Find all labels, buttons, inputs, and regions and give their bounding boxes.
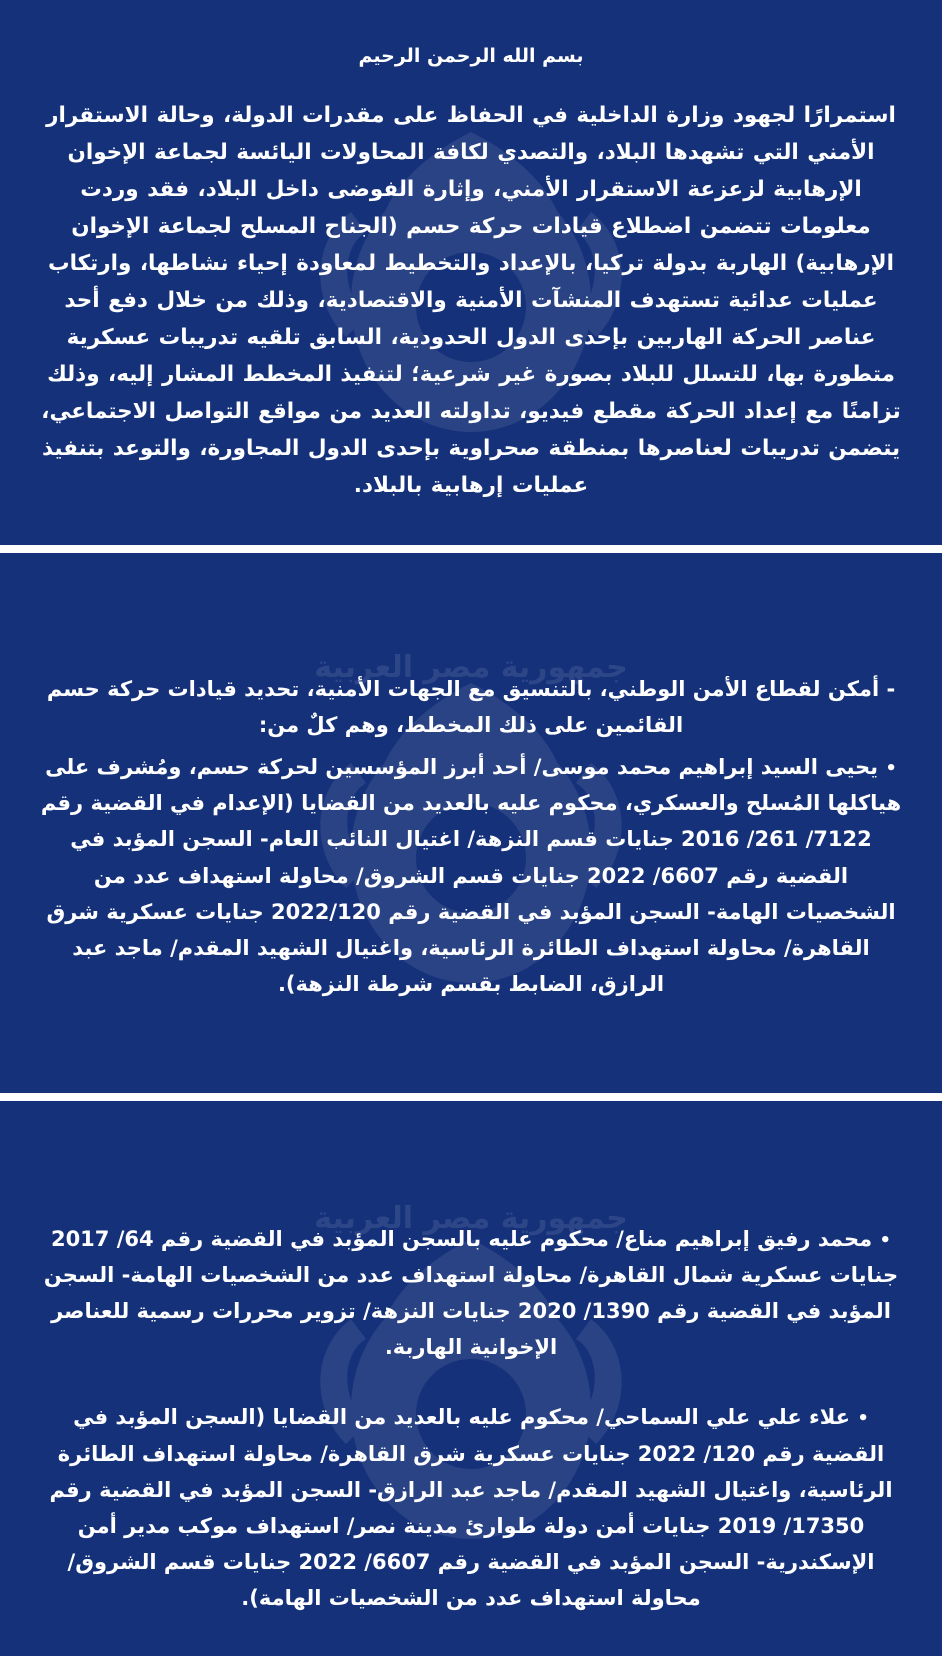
list-item (36, 1399, 906, 1616)
statement-content (36, 40, 906, 505)
list-item (36, 1221, 906, 1365)
statement-card-intro (0, 0, 942, 545)
watermark-text: جمهورية مصر العربية (314, 1200, 628, 1236)
identification-content (36, 671, 906, 1002)
list-item-text: علاء علي علي السماحي/ محكوم عليه بالعديد من القضايا (السجن المؤبد في القضية رقم 120/ 2022 جنايات عسكرية شرق القاهرة/ محاولة استهداف الطائرة الرئاسية، واغتيال الشهيد المقدم/ ماجد عبد الرازق- السجن المؤبد في القضية رقم 17350/ 2019 جنايات أمن دولة طوارئ مدينة نصر/ استهداف موكب مدير أمن الإسكندرية- السجن المؤبد في القضية رقم 6607/ 2022 جنايات قسم الشروق/ محاولة استهداف عدد من الشخصيات الهامة). (49, 1405, 893, 1610)
list-item (36, 749, 906, 1002)
bullet-icon: • (857, 1408, 869, 1430)
bullet-icon: • (879, 1229, 892, 1251)
list-item-text: يحيى السيد إبراهيم محمد موسى/ أحد أبرز المؤسسين لحركة حسم، ومُشرف على هياكلها المُسلح والعسكري، محكوم عليه بالعديد من القضايا (الإعدام في القضية رقم 7122/ 261/ 2016 جنايات قسم النزهة/ اغتيال النائب العام- السجن المؤبد في القضية رقم 6607/ 2022 جنايات قسم الشروق/ محاولة استهداف عدد من الشخصيات الهامة- السجن المؤبد في القضية رقم 2022/120 جنايات عسكرية شرق القاهرة/ محاولة استهداف الطائرة الرئاسية، واغتيال الشهيد المقدم/ ماجد عبد الرازق، الضابط بقسم شرطة النزهة). (40, 755, 902, 996)
statement-paragraph: استمرارًا لجهود وزارة الداخلية في الحفاظ على مقدرات الدولة، وحالة الاستقرار الأمني التي تشهدها البلاد، والتصدي لكافة المحاولات اليائسة لجماعة الإخوان الإرهابية لزعزعة الاستقرار الأمني، وإثارة الفوضى داخل البلاد، فقد وردت معلومات تتضمن اضطلاع قيادات حركة حسم (الجناح المسلح لجماعة الإخوان الإرهابية) الهاربة بدولة تركيا، بالإعداد والتخطيط لمعاودة إحياء نشاطها، وارتكاب عمليات عدائية تستهدف المنشآت الأمنية والاقتصادية، وذلك من خلال دفع أحد عناصر الحركة الهاربين بإحدى الدول الحدودية، السابق تلقيه تدريبات عسكرية متطورة بها، للتسلل للبلاد بصورة غير شرعية؛ لتنفيذ المخطط المشار إليه، وذلك تزامنًا مع إعداد الحركة مقطع فيديو، تداولته العديد من مواقع التواصل الاجتماعي، يتضمن تدريبات لعناصرها بمنطقة صحراوية بإحدى الدول المجاورة، والتوعد بتنفيذ عمليات إرهابية بالبلاد. (41, 103, 901, 498)
watermark-text: جمهورية مصر العربية (314, 650, 628, 686)
statement-card-bullets-continued (0, 1101, 942, 1656)
bullet-icon: • (885, 758, 897, 780)
statement-card-identification (0, 553, 942, 1093)
list-item-text: محمد رفيق إبراهيم مناع/ محكوم عليه بالسجن المؤبد في القضية رقم 64/ 2017 جنايات عسكرية شمال القاهرة/ محاولة استهداف عدد من الشخصيات الهامة- السجن المؤبد في القضية رقم 1390/ 2020 جنايات النزهة/ تزوير محررات رسمية للعناصر الإخوانية الهاربة. (43, 1226, 899, 1360)
bismillah-line: بسم الله الرحمن الرحيم (358, 45, 584, 67)
identification-lead: - أمكن لقطاع الأمن الوطني، بالتنسيق مع الجهات الأمنية، تحديد قيادات حركة حسم القائمين على ذلك المخطط، وهم كلٌ من: (46, 676, 896, 738)
bullets-content (36, 1221, 906, 1616)
